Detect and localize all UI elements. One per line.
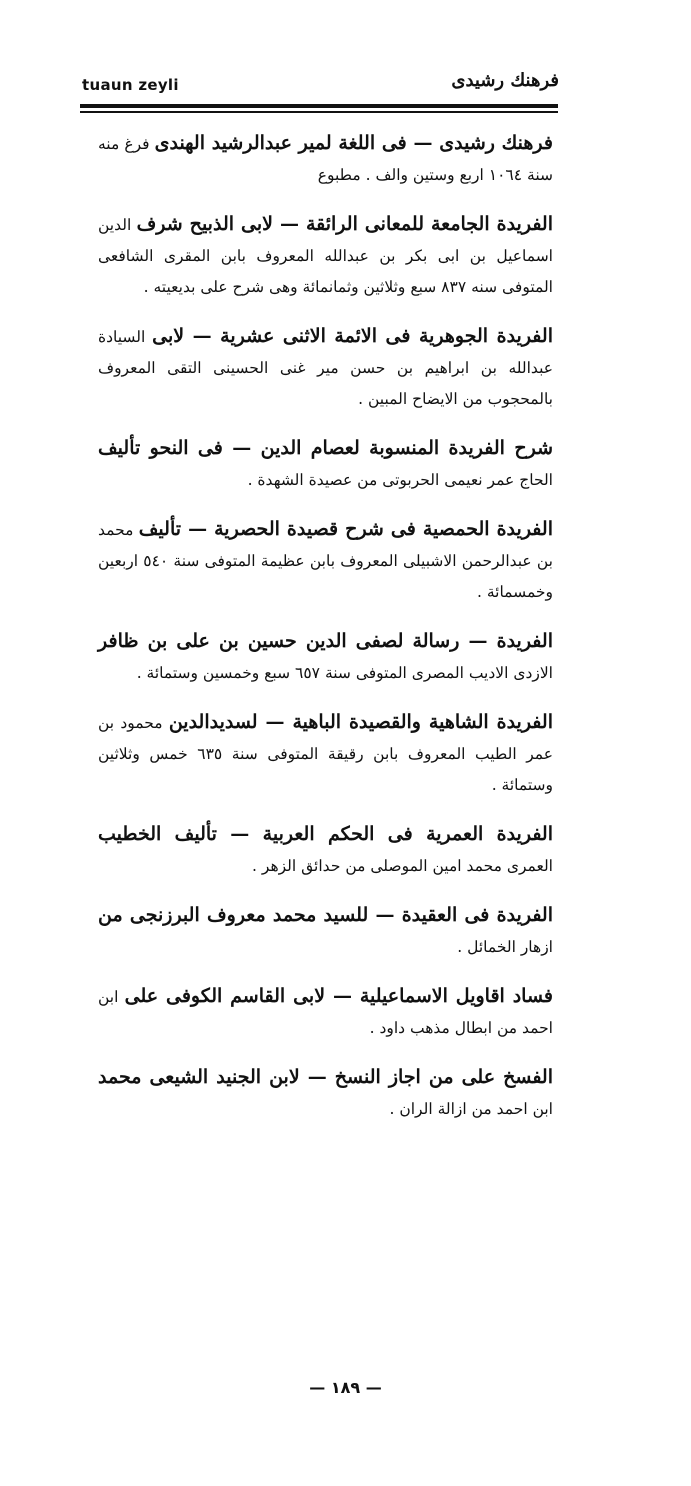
entry-text: ازهار الخمائل . [457,938,553,956]
entry [98,900,553,963]
entry [98,707,553,801]
entry-text: محمد بن عبدالرحمن الاشبيلى المعروف بابن عظيمة المتوفى سنة ٥٤٠ اربعين وخمسمائة . [98,521,553,601]
entry [98,514,553,608]
page-number: — ١٨٩ — [309,1378,382,1397]
entry-title: الفريدة الجوهرية فى الائمة الاثنى عشرية — لابى [152,325,553,347]
entry [98,1062,553,1125]
entry-text: السيادة عبدالله بن ابراهيم بن حسن مير غنى الحسينى التقى المعروف بالمحجوب من الايضاح المبين . [98,328,553,408]
entry-title: الفريدة الحمصية فى شرح قصيدة الحصرية — تأليف [138,518,553,540]
entry-title: الفريدة العمرية فى الحكم العربية — تأليف الخطيب [98,823,553,845]
entry [98,981,553,1044]
header-latin-title: tuaun zeyli [82,76,179,94]
entry-title: الفريدة الشاهية والقصيدة الباهية — لسديدالدين [168,711,553,733]
entry-text: العمرى محمد امين الموصلى من حدائق الزهر . [252,857,553,875]
entry-text: محمود بن عمر الطيب المعروف بابن رقيقة المتوفى سنة ٦٣٥ خمس وثلاثين وستمائة . [98,714,553,794]
entry-title: الفسخ على من اجاز النسخ — لابن الجنيد الشيعى محمد [98,1066,553,1088]
entry-text: الازدى الاديب المصرى المتوفى سنة ٦٥٧ سبع وخمسين وستمائة . [136,664,553,682]
entry-title: فساد اقاويل الاسماعيلية — لابى القاسم الكوفى على [124,985,553,1007]
running-header [82,70,559,100]
header-arabic-title: فرهنك رشيدى [451,70,559,91]
header-rule-thick [80,104,558,108]
entry-text: ابن احمد من ابطال مذهب داود . [98,988,553,1037]
entry [98,321,553,415]
entry-title: فرهنك رشيدى — فى اللغة لمير عبدالرشيد الهندى [154,132,553,154]
entries-list [98,128,553,1143]
entry-title: شرح الفريدة المنسوبة لعصام الدين — فى النحو تأليف [98,437,553,459]
entry [98,626,553,689]
entry-text: فرغ منه سنة ١٠٦٤ اربع وستين والف . مطبوع [98,135,553,184]
entry-title: الفريدة — رسالة لصفى الدين حسين بن على بن ظافر [98,630,553,652]
entry-text: الدين اسماعيل بن ابى بكر بن عبدالله المعروف بابن المقرى الشافعى المتوفى سنه ٨٣٧ سبع وثلاثين وثمانمائة وهى شرح على بديعيته . [98,216,553,296]
entry [98,433,553,496]
entry [98,819,553,882]
entry-text: ابن احمد من ازالة الران . [389,1100,553,1118]
entry-text: الحاج عمر نعيمى الحربوتى من عصيدة الشهدة . [247,471,553,489]
entry [98,128,553,191]
entry-title: الفريدة فى العقيدة — للسيد محمد معروف البرزنجى من [98,904,553,926]
entry [98,209,553,303]
header-rule-thin [80,111,558,113]
entry-title: الفريدة الجامعة للمعانى الرائقة — لابى الذبيح شرف [136,213,553,235]
